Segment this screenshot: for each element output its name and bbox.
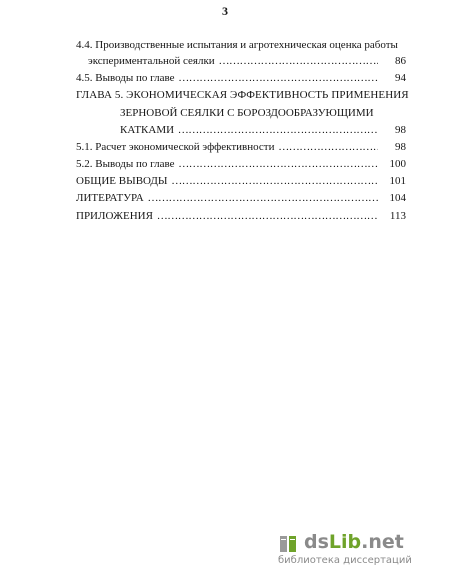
toc-entry-general-conclusions-page: 101 (389, 175, 406, 187)
toc-entry-5-2-page: 100 (389, 158, 406, 170)
toc-entry-appendices[interactable] (76, 210, 378, 223)
page-number: 3 (222, 4, 228, 18)
dslib-brand-lib: Lib (328, 531, 362, 553)
toc-entry-4-4-line-1: 4.4. Производственные испытания и агротехническая оценка работы (76, 39, 398, 51)
toc-entry-general-conclusions-text: ОБЩИЕ ВЫВОДЫ (76, 175, 168, 187)
dslib-brand-ds: ds (304, 531, 329, 553)
toc-chapter-5-line-3[interactable] (120, 124, 378, 137)
toc-entry-4-5[interactable] (76, 72, 378, 85)
toc-entry-4-5-page: 94 (395, 72, 406, 84)
toc-chapter-5-line-1: ГЛАВА 5. ЭКОНОМИЧЕСКАЯ ЭФФЕКТИВНОСТЬ ПРИМЕНЕНИЯ (76, 89, 409, 101)
toc-entry-literature-text: ЛИТЕРАТУРА (76, 192, 144, 204)
toc-entry-5-1-text: 5.1. Расчет экономической эффективности (76, 141, 275, 153)
dslib-caption: библиотека диссертаций (278, 555, 412, 566)
toc-entry-4-4-line-2[interactable] (88, 55, 378, 68)
toc-entry-appendices-text: ПРИЛОЖЕНИЯ (76, 210, 153, 222)
toc-entry-general-conclusions[interactable] (76, 175, 378, 188)
toc-entry-5-2-text: 5.2. Выводы по главе (76, 158, 175, 170)
toc-entry-literature-page: 104 (389, 192, 406, 204)
toc-entry-5-2[interactable] (76, 158, 378, 171)
dslib-brand-net: .net (361, 531, 404, 553)
toc-chapter-5-line-2: ЗЕРНОВОЙ СЕЯЛКИ С БОРОЗДООБРАЗУЮЩИМИ (120, 107, 374, 119)
toc-entry-4-4-page: 86 (395, 55, 406, 67)
toc-chapter-5-text: КАТКАМИ (120, 124, 175, 136)
dslib-brand (304, 531, 404, 553)
toc-entry-4-4-text: экспериментальной сеялки (88, 55, 215, 67)
toc-entry-appendices-page: 113 (389, 210, 406, 222)
toc-entry-literature[interactable] (76, 192, 378, 205)
toc-entry-5-1[interactable] (76, 141, 378, 154)
dslib-watermark[interactable] (278, 531, 438, 571)
toc-chapter-5-page: 98 (395, 124, 406, 136)
toc-entry-4-5-text: 4.5. Выводы по главе (76, 72, 175, 84)
toc-entry-5-1-page: 98 (395, 141, 406, 153)
dslib-logo-icon (278, 533, 300, 555)
